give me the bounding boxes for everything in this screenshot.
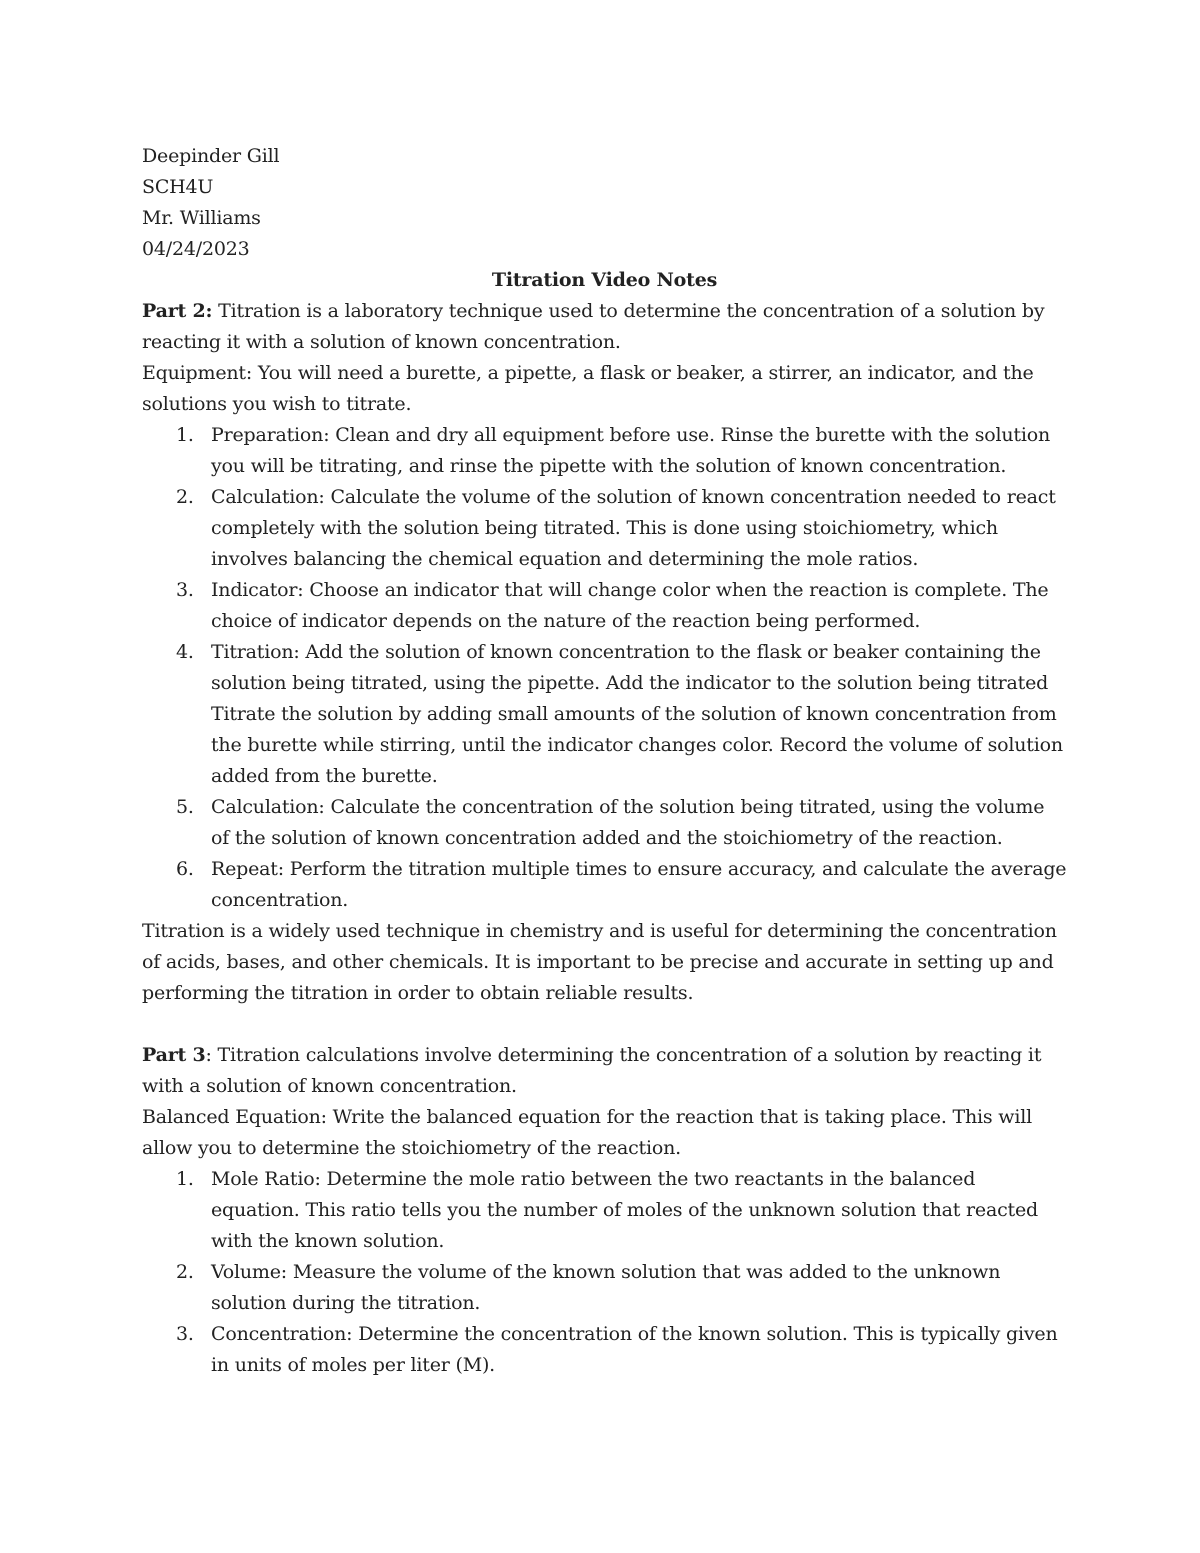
list-item-number: 2.: [176, 1261, 194, 1283]
list-item: [142, 792, 1067, 854]
list-item: [142, 482, 1067, 575]
list-item-number: 1.: [176, 1168, 194, 1190]
part3-label: Part 3: [142, 1044, 206, 1066]
list-item-number: 3.: [176, 1323, 194, 1345]
list-item: [142, 1257, 1067, 1319]
list-item-number: 2.: [176, 486, 194, 508]
part3-intro-paragraph: [142, 1040, 1067, 1102]
part2-steps-list: [142, 420, 1067, 916]
part2-intro-paragraph: [142, 296, 1067, 358]
list-item: [142, 1319, 1067, 1381]
part2-intro-text: Titration is a laboratory technique used to determine the concentration of a solution by reacting it with a solution of known concentration.: [142, 300, 1045, 353]
course-code: SCH4U: [142, 176, 214, 198]
list-item-number: 6.: [176, 858, 194, 880]
list-item-text: Volume: Measure the volume of the known solution that was added to the unknown solution during the titration.: [211, 1261, 1001, 1314]
part2-conclusion-paragraph: Titration is a widely used technique in chemistry and is useful for determining the concentration of acids, bases, and other chemicals. It is important to be precise and accurate in setting up and performing the titration in order to obtain reliable results.: [142, 920, 1057, 1004]
list-item: [142, 1164, 1067, 1257]
list-item-text: Repeat: Perform the titration multiple times to ensure accuracy, and calculate the average concentration.: [211, 858, 1067, 911]
list-item-text: Mole Ratio: Determine the mole ratio between the two reactants in the balanced equation. This ratio tells you the number of moles of the unknown solution that reacted with the known solution.: [211, 1168, 1038, 1252]
part3-balanced-equation-paragraph: Balanced Equation: Write the balanced equation for the reaction that is taking place. This will allow you to determine the stoichiometry of the reaction.: [142, 1106, 1032, 1159]
blank-line: [142, 1009, 1067, 1040]
list-item: [142, 854, 1067, 916]
list-item-text: Preparation: Clean and dry all equipment before use. Rinse the burette with the solution you will be titrating, and rinse the pipette with the solution of known concentration.: [211, 424, 1051, 477]
list-item: [142, 420, 1067, 482]
list-item-number: 1.: [176, 424, 194, 446]
list-item-text: Indicator: Choose an indicator that will change color when the reaction is complete. The choice of indicator depends on the nature of the reaction being performed.: [211, 579, 1049, 632]
document-body: [142, 141, 1067, 1381]
part2-label: Part 2:: [142, 300, 213, 322]
list-item: [142, 637, 1067, 792]
list-item: [142, 575, 1067, 637]
part3-intro-text: : Titration calculations involve determining the concentration of a solution by reacting it with a solution of known concentration.: [142, 1044, 1042, 1097]
part3-steps-list: [142, 1164, 1067, 1381]
list-item-text: Concentration: Determine the concentration of the known solution. This is typically given in units of moles per liter (M).: [211, 1323, 1058, 1376]
list-item-text: Calculation: Calculate the volume of the solution of known concentration needed to react completely with the solution being titrated. This is done using stoichiometry, which involves balancing the chemical equation and determining the mole ratios.: [211, 486, 1056, 570]
list-item-number: 4.: [176, 641, 194, 663]
author-name: Deepinder Gill: [142, 145, 280, 167]
list-item-text: Calculation: Calculate the concentration of the solution being titrated, using the volume of the solution of known concentration added and the stoichiometry of the reaction.: [211, 796, 1045, 849]
list-item-number: 3.: [176, 579, 194, 601]
list-item-text: Titration: Add the solution of known concentration to the flask or beaker containing the solution being titrated, using the pipette. Add the indicator to the solution being titrated Titrate the solution by adding small amounts of the solution of known concentration from the burette while stirring, until the indicator changes color. Record the volume of solution added from the burette.: [211, 641, 1063, 787]
document-date: 04/24/2023: [142, 238, 250, 260]
part2-equipment-paragraph: Equipment: You will need a burette, a pipette, a flask or beaker, a stirrer, an indicator, and the solutions you wish to titrate.: [142, 362, 1034, 415]
list-item-number: 5.: [176, 796, 194, 818]
teacher-name: Mr. Williams: [142, 207, 261, 229]
document-title: Titration Video Notes: [491, 269, 718, 291]
